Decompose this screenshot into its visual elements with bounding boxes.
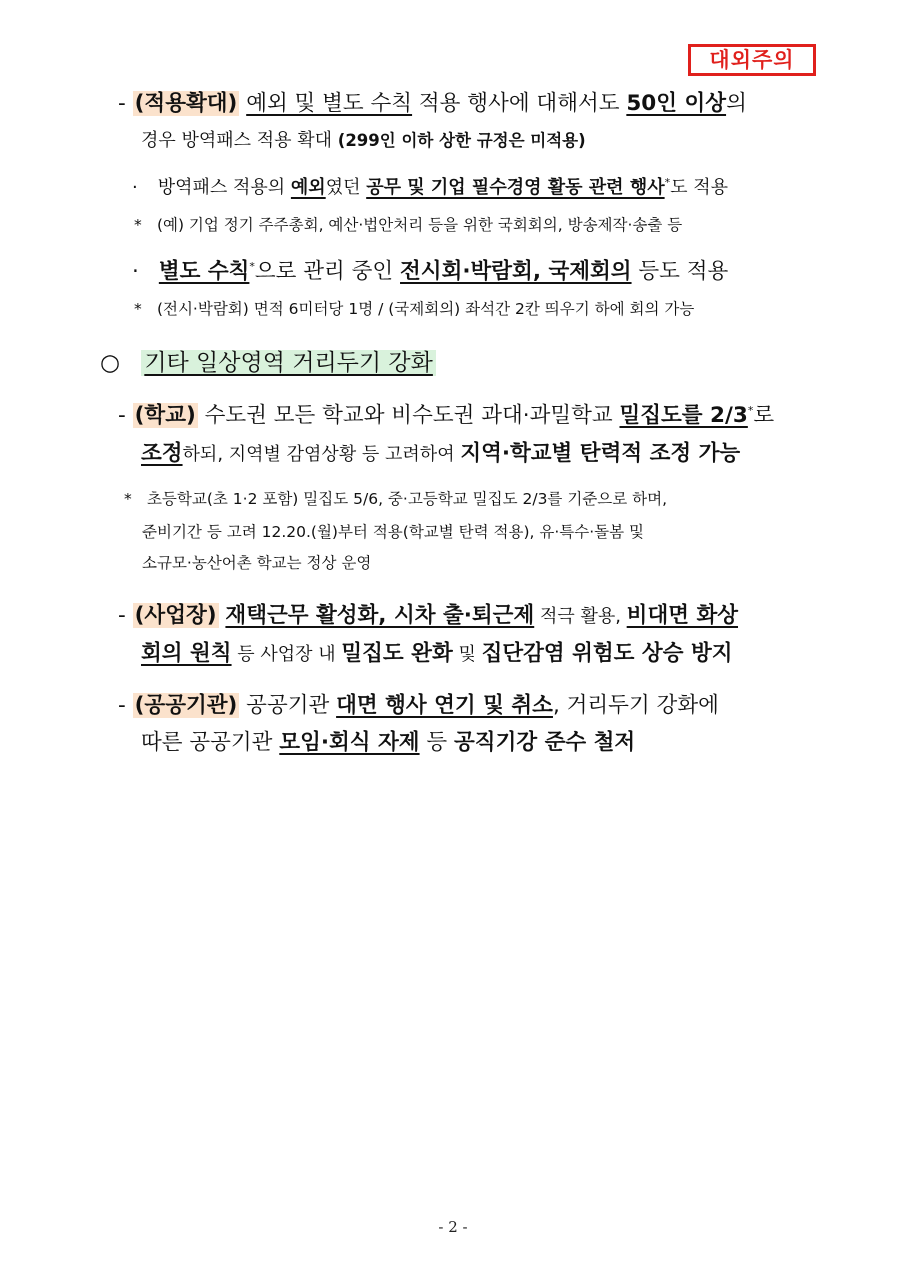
separate-rules-text: 별도 수칙: [158, 259, 250, 284]
exhibition-text: 전시회·박람회, 국제회의: [400, 259, 632, 284]
work-line-2: [141, 636, 733, 667]
expansion-tag: (적용확대): [134, 91, 238, 116]
asterisk-marker: *: [124, 490, 132, 508]
note-text: (예) 기업 정기 주주총회, 예산·법안처리 등을 위한 국회회의, 방송제작·송출 등: [156, 216, 683, 234]
text-span: , 거리두기 강화에: [552, 693, 719, 718]
bullet-separate-rules: [132, 254, 820, 285]
density-text: 밀집도를 2/3: [619, 403, 748, 428]
classification-stamp: 대외주의: [688, 44, 816, 76]
adjust-text: 조정: [141, 441, 183, 466]
text-span: 의: [726, 91, 747, 116]
dash-marker: -: [118, 693, 126, 718]
dash-marker: -: [118, 603, 126, 628]
text-span: 방역패스 적용의: [157, 177, 291, 198]
expansion-line-1: [118, 86, 818, 117]
text-span: 였던: [325, 177, 367, 198]
school-line-2: [141, 436, 740, 467]
asterisk-marker: *: [134, 216, 142, 234]
flexible-adjust-text: 지역·학교별 탄력적 조정 가능: [460, 441, 741, 466]
note-text: 초등학교(초 1·2 포함) 밀집도 5/6, 중·고등학교 밀집도 2/3를 기준으로 하며,: [146, 490, 668, 508]
fifty-plus-text: 50인 이상: [626, 91, 727, 116]
limit-note-text: (299인 이하 상한 규정은 미적용): [337, 131, 586, 150]
bullet-marker: ·: [132, 259, 139, 284]
school-tag: (학교): [134, 403, 196, 428]
text-span: 적용 행사에 대해서도: [412, 91, 627, 116]
postpone-events-text: 대면 행사 연기 및 취소: [336, 693, 553, 718]
business-events-text: 공무 및 기업 필수경영 활동 관련 행사: [366, 177, 665, 198]
dash-marker: -: [118, 91, 126, 116]
video-conf-text: 비대면 화상: [626, 603, 739, 628]
text-span: 하되, 지역별 감염상황 등 고려하여: [182, 444, 461, 465]
bullet-marker: ·: [132, 177, 138, 198]
note-examples: [134, 213, 682, 235]
note-school-1: [124, 487, 667, 509]
text-span: 등 사업장 내: [231, 644, 342, 665]
public-line-2: [141, 725, 635, 756]
footnote-mark: *: [747, 403, 754, 417]
density-ease-text: 밀집도 완화: [341, 641, 453, 666]
dash-marker: -: [118, 403, 126, 428]
text-span: 공공기관: [239, 693, 337, 718]
work-line-1: [118, 598, 738, 629]
page-number: - 2 -: [438, 1218, 468, 1236]
text-span: 등: [419, 730, 455, 755]
public-tag: (공공기관): [134, 693, 238, 718]
text-span: 도 적용: [670, 177, 728, 198]
infection-risk-text: 집단감염 위험도 상승 방지: [481, 641, 733, 666]
note-school-3: [142, 551, 371, 573]
text-span: 로: [753, 403, 775, 428]
exception-text: 예외: [290, 177, 326, 198]
expansion-line-2: [141, 126, 586, 152]
text-span: 적극 활용,: [534, 606, 627, 627]
school-line-1: [118, 398, 774, 429]
text-span: 으로 관리 중인: [254, 259, 401, 284]
note-text: 준비기간 등 고려 12.20.(월)부터 적용(학교별 탄력 적용), 유·특수·돌봄 및: [142, 523, 645, 541]
meeting-principle-text: 회의 원칙: [141, 641, 232, 666]
text-span: 등도 적용: [631, 259, 729, 284]
gathering-restraint-text: 모임·회식 자제: [279, 730, 420, 755]
asterisk-marker: *: [134, 300, 142, 318]
remote-work-text: 재택근무 활성화, 시차 출·퇴근제: [225, 603, 535, 628]
exception-rules-text: 예외 및 별도 수칙: [246, 91, 413, 116]
note-text: 소규모·농산어촌 학교는 정상 운영: [142, 554, 372, 572]
note-text: (전시·박람회) 면적 6미터당 1명 / (국제회의) 좌석간 2칸 띄우기 하에 회의 가능: [156, 300, 695, 318]
note-school-2: [142, 520, 644, 542]
text-span: 경우 방역패스 적용 확대: [141, 130, 338, 151]
note-exhibition: [134, 297, 694, 319]
section-heading: [100, 344, 436, 377]
section-title: 기타 일상영역 거리두기 강화: [141, 350, 436, 376]
work-tag: (사업장): [134, 603, 217, 628]
bullet-public-events: [132, 173, 728, 199]
text-span: 및: [452, 644, 482, 665]
footnote-mark: *: [249, 259, 255, 273]
public-line-1: [118, 688, 719, 719]
footnote-mark: *: [664, 176, 671, 189]
text-span: 수도권 모든 학교와 비수도권 과대·과밀학교: [197, 403, 620, 428]
discipline-text: 공직기강 준수 철저: [454, 730, 636, 755]
text-span: 따른 공공기관: [141, 730, 280, 755]
circle-marker: ○: [100, 350, 121, 376]
